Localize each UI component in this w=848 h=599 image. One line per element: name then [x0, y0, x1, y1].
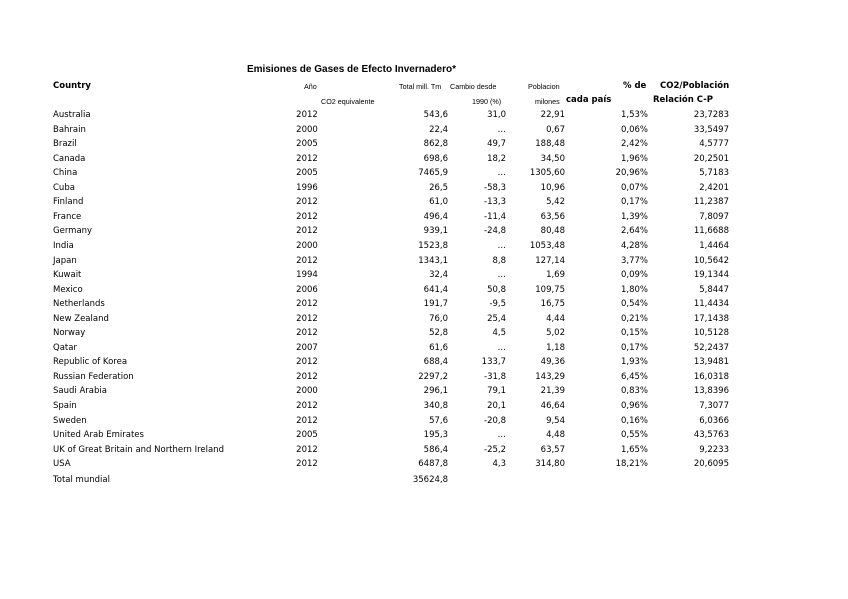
cell-ratio: 13,8396 [693, 386, 729, 397]
table-row [0, 284, 848, 298]
cell-pop: 1,69 [546, 270, 565, 281]
cell-country: New Zealand [53, 313, 109, 324]
cell-year: 2000 [296, 386, 318, 397]
cell-pop: 0,67 [546, 124, 565, 135]
total-value: 35624,8 [412, 475, 448, 485]
cell-change: -9,5 [489, 299, 506, 310]
cell-change: 49,7 [487, 139, 506, 150]
cell-ratio: 6,0366 [699, 415, 729, 426]
cell-change: 133,7 [481, 357, 506, 368]
cell-change: … [497, 430, 506, 441]
total-row [0, 474, 848, 488]
cell-pct: 1,96% [620, 153, 648, 164]
cell-total: 32,4 [429, 270, 448, 281]
cell-change: 20,1 [487, 401, 506, 411]
cell-pct: 0,21% [620, 313, 648, 324]
table-row [0, 225, 848, 239]
cell-total: 52,8 [429, 328, 448, 339]
cell-total: 2297,2 [418, 371, 448, 382]
cell-pop: 4,44 [546, 313, 565, 324]
header-change-sub: 1990 (%) [472, 97, 502, 106]
cell-ratio: 52,2437 [693, 342, 729, 353]
cell-total: 1343,1 [418, 255, 448, 266]
cell-year: 2006 [296, 284, 318, 295]
cell-pop: 80,48 [540, 226, 565, 237]
cell-pct: 0,07% [620, 182, 648, 193]
cell-ratio: 23,7283 [693, 110, 729, 120]
table-title: Emisiones de Gases de Efecto Invernadero* [247, 64, 456, 75]
cell-pop: 34,50 [540, 153, 565, 164]
cell-year: 2012 [296, 371, 318, 382]
cell-total: 6487,8 [418, 459, 448, 470]
cell-year: 2012 [296, 357, 318, 368]
header-population-sub-bold: cada país [566, 95, 612, 105]
cell-country: Sweden [53, 415, 87, 426]
cell-total: 543,6 [423, 110, 448, 120]
cell-country: China [53, 168, 78, 179]
cell-pop: 1,18 [546, 342, 565, 353]
cell-pop: 314,80 [535, 459, 565, 470]
cell-country: Qatar [53, 342, 77, 353]
cell-change: 31,0 [487, 110, 506, 120]
cell-change: -25,2 [484, 444, 506, 455]
header-ratio: CO2/Población [660, 81, 730, 91]
cell-year: 1996 [296, 182, 318, 193]
cell-pct: 20,96% [615, 168, 648, 179]
table-row [0, 429, 848, 443]
table-row [0, 371, 848, 385]
header-country: Country [53, 81, 91, 91]
cell-total: 862,8 [423, 139, 448, 150]
cell-pop: 49,36 [540, 357, 565, 368]
table-row [0, 211, 848, 225]
cell-pop: 9,54 [546, 415, 565, 426]
cell-pop: 22,91 [540, 110, 565, 120]
cell-pct: 0,15% [620, 328, 648, 339]
table-row [0, 444, 848, 458]
table-row [0, 356, 848, 370]
cell-country: Japan [53, 255, 77, 266]
cell-ratio: 7,3077 [699, 401, 729, 411]
cell-pop: 5,02 [546, 328, 565, 339]
header-percent: % de [623, 81, 647, 91]
cell-year: 1994 [296, 270, 318, 281]
cell-pop: 5,42 [546, 197, 565, 208]
cell-country: Australia [53, 110, 91, 120]
cell-pct: 1,65% [620, 444, 648, 455]
cell-country: Kuwait [53, 270, 82, 281]
cell-ratio: 11,4434 [693, 299, 729, 310]
table-row [0, 196, 848, 210]
cell-total: 76,0 [429, 313, 448, 324]
cell-change: -11,4 [484, 211, 506, 222]
table-row [0, 298, 848, 312]
cell-change: 25,4 [487, 313, 506, 324]
table-row [0, 415, 848, 429]
table-row [0, 138, 848, 152]
cell-ratio: 13,9481 [693, 357, 729, 368]
cell-ratio: 9,2233 [699, 444, 729, 455]
cell-country: Cuba [53, 182, 75, 193]
table-row [0, 109, 848, 123]
cell-change: … [497, 270, 506, 281]
cell-country: Bahrain [53, 124, 86, 135]
cell-country: Saudi Arabia [53, 386, 107, 397]
table-row [0, 385, 848, 399]
cell-pct: 0,54% [620, 299, 648, 310]
cell-change: -13,3 [484, 197, 506, 208]
table-row [0, 153, 848, 167]
cell-year: 2012 [296, 255, 318, 266]
table-row [0, 269, 848, 283]
cell-ratio: 5,7183 [699, 168, 729, 179]
cell-country: France [53, 211, 82, 222]
table-row [0, 182, 848, 196]
cell-country: USA [53, 459, 71, 470]
header-change: Cambio desde [450, 82, 497, 91]
cell-total: 586,4 [423, 444, 448, 455]
cell-pop: 63,56 [540, 211, 565, 222]
cell-total: 296,1 [423, 386, 448, 397]
cell-country: Brazil [53, 139, 77, 150]
table-row [0, 240, 848, 254]
cell-total: 496,4 [423, 211, 448, 222]
header-population: Poblacion [528, 82, 560, 91]
cell-year: 2012 [296, 415, 318, 426]
cell-country: United Arab Emirates [53, 430, 144, 441]
cell-pct: 6,45% [620, 371, 648, 382]
cell-pct: 0,09% [620, 270, 648, 281]
cell-change: … [497, 342, 506, 353]
cell-pop: 63,57 [540, 444, 565, 455]
cell-ratio: 2,4201 [699, 182, 729, 193]
header-total: Total mill. Tm [399, 82, 442, 91]
cell-year: 2000 [296, 240, 318, 251]
cell-ratio: 16,0318 [693, 371, 729, 382]
cell-country: Mexico [53, 284, 83, 295]
header-year: Año [304, 82, 317, 91]
cell-total: 340,8 [423, 401, 448, 411]
cell-country: Netherlands [53, 299, 105, 310]
cell-total: 26,5 [429, 182, 448, 193]
cell-change: -58,3 [484, 182, 506, 193]
cell-change: -31,8 [484, 371, 506, 382]
cell-ratio: 10,5642 [693, 255, 729, 266]
cell-country: Canada [53, 153, 86, 164]
cell-pct: 2,64% [620, 226, 648, 237]
cell-pop: 188,48 [535, 139, 565, 150]
cell-ratio: 20,2501 [693, 153, 729, 164]
table-row [0, 458, 848, 472]
cell-total: 61,6 [429, 342, 448, 353]
cell-pct: 1,80% [620, 284, 648, 295]
cell-ratio: 10,5128 [693, 328, 729, 339]
cell-total: 641,4 [423, 284, 448, 295]
cell-pop: 21,39 [540, 386, 565, 397]
cell-change: 4,5 [492, 328, 506, 339]
cell-year: 2012 [296, 153, 318, 164]
cell-year: 2000 [296, 124, 318, 135]
cell-total: 191,7 [423, 299, 448, 310]
cell-total: 1523,8 [418, 240, 448, 251]
cell-country: Republic of Korea [53, 357, 128, 368]
table-row [0, 400, 848, 414]
table-row [0, 327, 848, 341]
header-total-sub: CO2 equivalente [321, 97, 375, 106]
table-row [0, 313, 848, 327]
cell-pct: 1,93% [620, 357, 648, 368]
cell-country: Norway [53, 328, 86, 339]
header-population-sub: milones [535, 97, 560, 106]
cell-pct: 0,55% [620, 430, 648, 441]
cell-country: Spain [53, 401, 77, 411]
cell-total: 195,3 [423, 430, 448, 441]
table-row [0, 255, 848, 269]
cell-ratio: 20,6095 [693, 459, 729, 470]
cell-ratio: 11,2387 [693, 197, 729, 208]
cell-ratio: 1,4464 [699, 240, 729, 251]
cell-year: 2012 [296, 110, 318, 120]
cell-ratio: 5,8447 [699, 284, 729, 295]
cell-pop: 127,14 [535, 255, 565, 266]
cell-pct: 0,17% [620, 342, 648, 353]
cell-ratio: 19,1344 [693, 270, 729, 281]
cell-change: 8,8 [492, 255, 506, 266]
cell-year: 2012 [296, 211, 318, 222]
cell-pct: 0,83% [620, 386, 648, 397]
table-row [0, 124, 848, 138]
cell-pct: 1,39% [620, 211, 648, 222]
cell-pct: 4,28% [620, 240, 648, 251]
cell-pop: 4,48 [546, 430, 565, 441]
cell-change: -20,8 [484, 415, 506, 426]
cell-year: 2012 [296, 328, 318, 339]
cell-ratio: 17,1438 [693, 313, 729, 324]
cell-pop: 46,64 [540, 401, 565, 411]
cell-total: 22,4 [429, 124, 448, 135]
cell-year: 2012 [296, 313, 318, 324]
cell-pct: 0,16% [620, 415, 648, 426]
cell-total: 7465,9 [418, 168, 448, 179]
cell-pct: 0,96% [620, 401, 648, 411]
cell-pct: 1,53% [620, 110, 648, 120]
cell-change: 4,3 [492, 459, 506, 470]
cell-pop: 16,75 [540, 299, 565, 310]
cell-change: -24,8 [484, 226, 506, 237]
cell-change: … [497, 124, 506, 135]
cell-country: India [53, 240, 74, 251]
cell-ratio: 33,5497 [693, 124, 729, 135]
cell-total: 57,6 [429, 415, 448, 426]
cell-change: … [497, 240, 506, 251]
cell-year: 2012 [296, 299, 318, 310]
cell-year: 2012 [296, 444, 318, 455]
cell-country: Finland [53, 197, 84, 208]
cell-ratio: 43,5763 [693, 430, 729, 441]
header-ratio-sub: Relación C-P [653, 95, 713, 105]
cell-pop: 1305,60 [529, 168, 565, 179]
cell-pop: 143,29 [535, 371, 565, 382]
cell-pct: 0,17% [620, 197, 648, 208]
cell-pct: 0,06% [620, 124, 648, 135]
cell-year: 2007 [296, 342, 318, 353]
cell-year: 2005 [296, 430, 318, 441]
cell-pct: 2,42% [620, 139, 648, 150]
cell-total: 688,4 [423, 357, 448, 368]
cell-year: 2012 [296, 459, 318, 470]
cell-ratio: 7,8097 [699, 211, 729, 222]
table-row [0, 167, 848, 181]
cell-change: 18,2 [487, 153, 506, 164]
table-row [0, 342, 848, 356]
cell-country: UK of Great Britain and Northern Ireland [53, 444, 224, 455]
cell-country: Germany [53, 226, 93, 237]
cell-pop: 10,96 [540, 182, 565, 193]
cell-year: 2005 [296, 139, 318, 150]
cell-year: 2005 [296, 168, 318, 179]
cell-pct: 3,77% [620, 255, 648, 266]
cell-change: … [497, 168, 506, 179]
cell-pop: 109,75 [535, 284, 565, 295]
cell-year: 2012 [296, 197, 318, 208]
cell-total: 698,6 [423, 153, 448, 164]
cell-total: 61,0 [429, 197, 448, 208]
total-label: Total mundial [53, 475, 110, 485]
cell-ratio: 4,5777 [699, 139, 729, 150]
cell-change: 79,1 [487, 386, 506, 397]
cell-year: 2012 [296, 401, 318, 411]
cell-country: Russian Federation [53, 371, 134, 382]
cell-total: 939,1 [423, 226, 448, 237]
cell-year: 2012 [296, 226, 318, 237]
cell-pct: 18,21% [615, 459, 648, 470]
cell-ratio: 11,6688 [693, 226, 729, 237]
cell-pop: 1053,48 [529, 240, 565, 251]
cell-change: 50,8 [487, 284, 506, 295]
